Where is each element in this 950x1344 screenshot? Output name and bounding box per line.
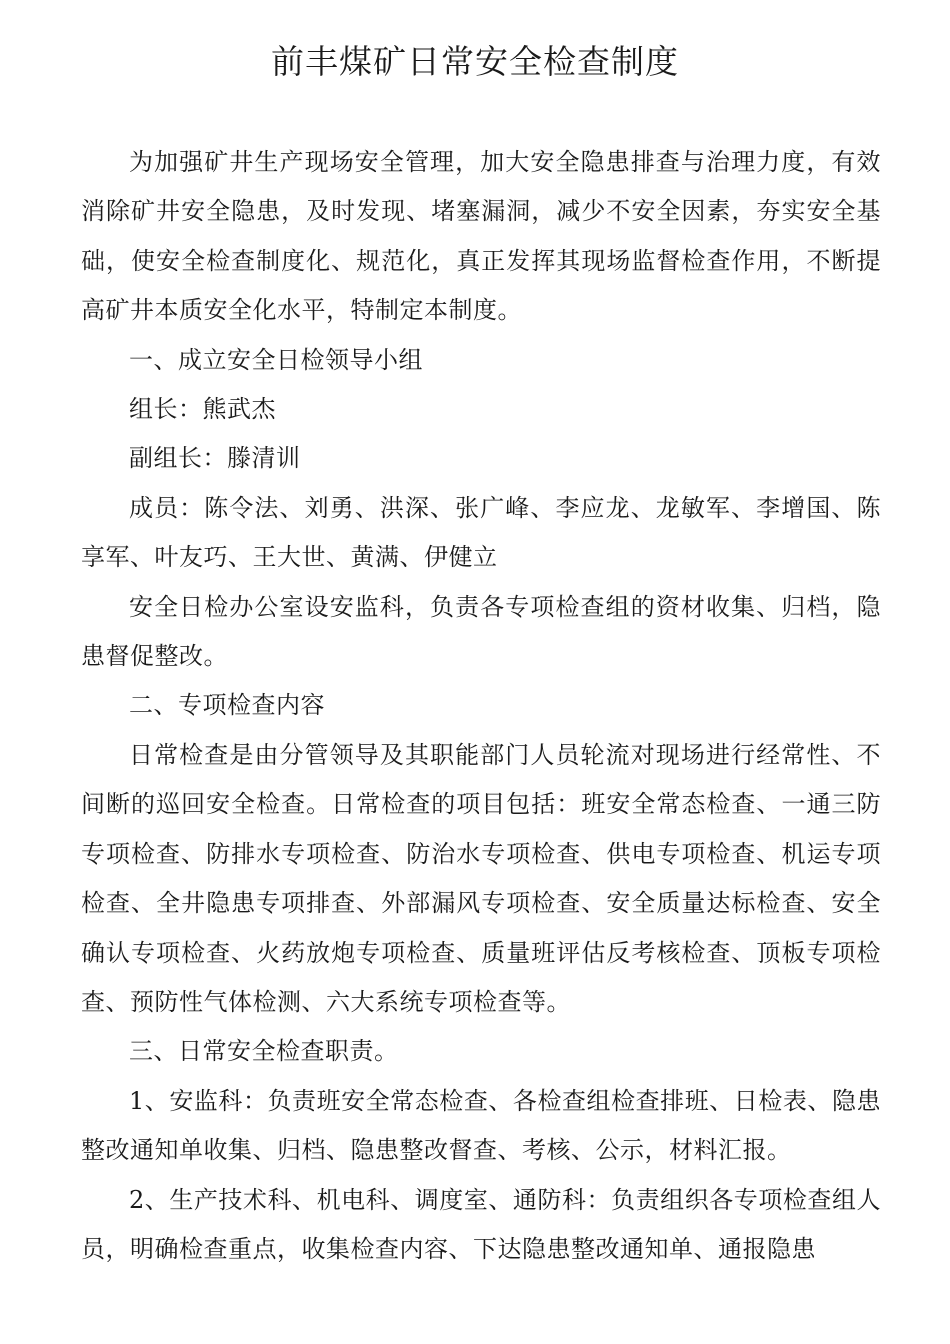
group-leader: 组长：熊武杰 xyxy=(129,395,276,424)
paragraph-office: 安全日检办公室设安监科，负责各专项检查组的资材收集、归档，隐患督促整改。 xyxy=(81,592,881,671)
section-heading-3: 三、日常安全检查职责。 xyxy=(129,1037,399,1066)
duty-item-1: 1、安监科：负责班安全常态检查、各检查组检查排班、日检表、隐患整改通知单收集、归档、隐患整改督查、考核、公示，材料汇报。 xyxy=(81,1086,881,1165)
section-heading-2: 二、专项检查内容 xyxy=(129,691,325,720)
paragraph-intro: 为加强矿井生产现场安全管理，加大安全隐患排查与治理力度，有效消除矿井安全隐患，及时发现、堵塞漏洞，减少不安全因素，夯实安全基础，使安全检查制度化、规范化，真正发挥其现场监督检查作用，不断提高矿井本质安全化水平，特制定本制度。 xyxy=(81,148,881,325)
paragraph-inspection-content: 日常检查是由分管领导及其职能部门人员轮流对现场进行经常性、不间断的巡回安全检查。日常检查的项目包括：班安全常态检查、一通三防专项检查、防排水专项检查、防治水专项检查、供电专项检查、机运专项检查、全井隐患专项排查、外部漏风专项检查、安全质量达标检查、安全确认专项检查、火药放炮专项检查、质量班评估反考核检查、顶板专项检查、预防性气体检测、六大系统专项检查等。 xyxy=(81,740,881,1016)
duty-item-2: 2、生产技术科、机电科、调度室、通防科：负责组织各专项检查组人员，明确检查重点，收集检查内容、下达隐患整改通知单、通报隐患 xyxy=(81,1185,881,1263)
deputy-group-leader: 副组长：滕清训 xyxy=(129,444,301,473)
section-heading-1: 一、成立安全日检领导小组 xyxy=(129,345,423,374)
group-members: 成员：陈令法、刘勇、洪深、张广峰、李应龙、龙敏军、李增国、陈享军、叶友巧、王大世、黄满、伊健立 xyxy=(81,493,881,572)
document-body xyxy=(81,138,881,1274)
document-title: 前丰煤矿日常安全检查制度 xyxy=(271,42,679,81)
